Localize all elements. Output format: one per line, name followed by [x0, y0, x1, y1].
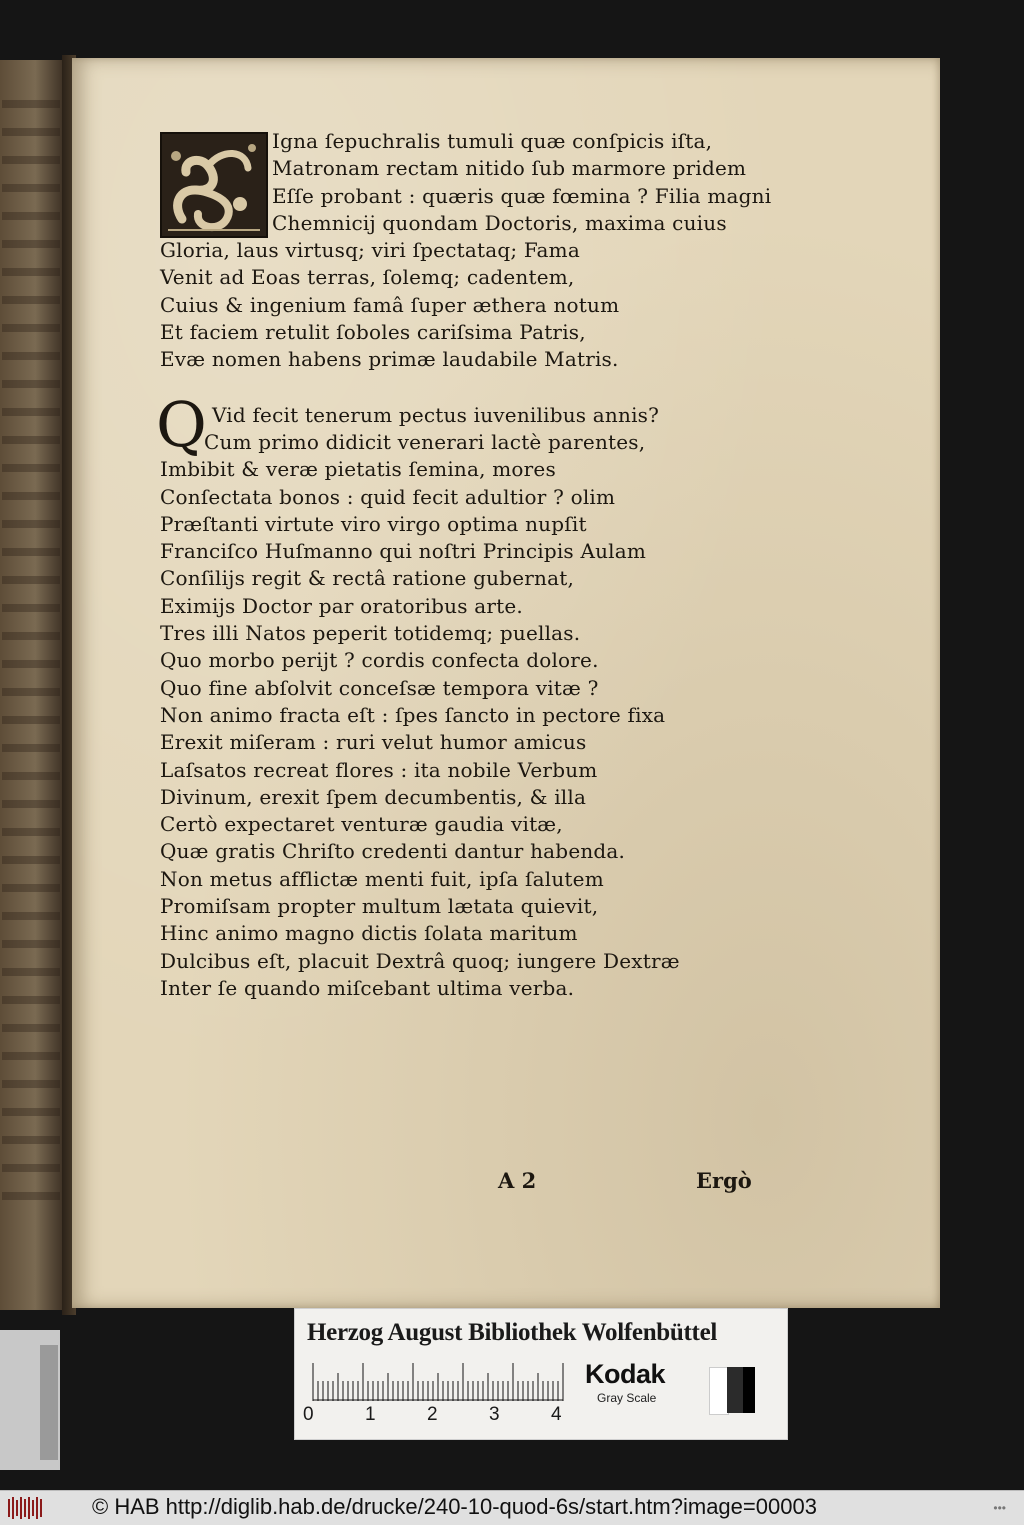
gray-scale-label: Gray Scale — [597, 1391, 657, 1405]
ghost-text-line — [2, 912, 60, 920]
ghost-text-line — [2, 324, 60, 332]
ghost-text-line — [2, 688, 60, 696]
verse-line: Gloria, laus virtusq; viri ſpectataq; Fama — [160, 238, 580, 263]
verse-line: Præſtanti virtute viro virgo optima nupſit — [160, 511, 587, 536]
ruler-number: 2 — [427, 1404, 438, 1425]
ghost-text-line — [2, 940, 60, 948]
copyright-link[interactable]: © HAB http://diglib.hab.de/drucke/240-10-quod-6s/start.htm?image=00003 — [92, 1494, 817, 1519]
catchline — [160, 1168, 840, 1204]
ornamental-initial-s — [160, 132, 268, 238]
verse-line: Eximijs Doctor par oratoribus arte. — [160, 593, 523, 618]
verse-line: Et faciem retulit ſoboles cariſsima Patris, — [160, 320, 586, 345]
gray-swatch — [727, 1367, 743, 1413]
verse-line: Conſilijs regit & rectâ ratione gubernat, — [160, 566, 575, 591]
ghost-text-line — [2, 296, 60, 304]
ruler-scale-icon — [311, 1361, 567, 1401]
ghost-text-line — [2, 492, 60, 500]
verse-line: Conſectata bonos : quid fecit adultior ? olim — [160, 484, 616, 509]
page-text — [156, 128, 840, 1193]
floral-ornament-icon — [162, 134, 266, 236]
verse-line: Tres illi Natos peperit totidemq; puellas. — [160, 621, 581, 646]
verse-line: Cuius & ingenium famâ ſuper æthera notum — [160, 292, 620, 317]
ghost-text-line — [2, 1136, 60, 1144]
ghost-text-line — [2, 268, 60, 276]
verse-line: Imbibit & veræ pietatis ſemina, mores — [160, 457, 556, 482]
institution-label: Herzog August Bibliothek Wolfenbüttel — [307, 1319, 718, 1346]
color-reference-bar — [294, 1308, 788, 1440]
verse-line: Laſsatos recreat flores : ita nobile Verbum — [160, 757, 598, 782]
ghost-text-line — [2, 352, 60, 360]
ghost-text-line — [2, 520, 60, 528]
ghost-text-line — [2, 464, 60, 472]
ghost-text-line — [2, 1108, 60, 1116]
viewer-footer — [0, 1490, 1024, 1525]
initial-q: Q — [156, 387, 207, 461]
ghost-text-line — [2, 996, 60, 1004]
ghost-text-line — [2, 800, 60, 808]
ghost-text-line — [2, 100, 60, 108]
ghost-text-line — [2, 660, 60, 668]
ghost-text-line — [2, 1024, 60, 1032]
verse-line: Evæ nomen habens primæ laudabile Matris. — [160, 347, 619, 372]
black-swatch — [743, 1367, 755, 1413]
ghost-text-line — [2, 240, 60, 248]
ghost-text-line — [2, 1164, 60, 1172]
verse-line: Vid fecit tenerum pectus iuvenilibus annis? — [212, 402, 660, 427]
ghost-text-line — [2, 128, 60, 136]
ghost-text-line — [2, 968, 60, 976]
ghost-text-line — [2, 632, 60, 640]
verse-line: Non metus afflictæ menti fuit, ipſa ſalutem — [160, 866, 604, 891]
ghost-text-line — [2, 744, 60, 752]
verse-line: Igna ſepuchralis tumuli quæ conſpicis iſta, — [272, 129, 713, 153]
verse-line: Erexit miſeram : ruri velut humor amicus — [160, 730, 587, 755]
ghost-text-line — [2, 408, 60, 416]
ghost-text-line — [2, 184, 60, 192]
ghost-text-line — [2, 772, 60, 780]
verse-line: Cum primo didicit venerari lactè parentes, — [204, 429, 646, 454]
ghost-text-line — [2, 1080, 60, 1088]
ghost-text-line — [2, 604, 60, 612]
verse-line: Eſſe probant : quæris quæ fœmina ? Filia magni — [272, 183, 772, 208]
hab-logo-icon — [6, 1495, 48, 1521]
ghost-text-line — [2, 212, 60, 220]
verse-line: Promiſsam propter multum lætata quievit, — [160, 894, 599, 919]
verse-line: Quo fine abſolvit conceſsæ tempora vitæ ? — [160, 675, 599, 700]
left-strip-marker — [40, 1345, 58, 1460]
verse-line: Quo morbo perijt ? cordis confecta dolore. — [160, 648, 599, 673]
white-swatch — [709, 1367, 729, 1415]
verse-line: Chemnicij quondam Doctoris, maxima cuius — [272, 210, 727, 235]
catchword: Ergò — [696, 1168, 752, 1193]
ghost-text-line — [2, 828, 60, 836]
verse-line: Quæ gratis Chriſto credenti dantur habenda. — [160, 839, 626, 864]
ghost-text-line — [2, 436, 60, 444]
verse-line: Non animo fracta eſt : ſpes ſancto in pectore fixa — [160, 702, 666, 727]
verse-line: Dulcibus eſt, placuit Dextrâ quoq; iungere Dextræ — [160, 948, 680, 973]
ruler-numbers — [303, 1404, 583, 1430]
ghost-text-line — [2, 156, 60, 164]
ghost-text-line — [2, 1192, 60, 1200]
ghost-text-line — [2, 548, 60, 556]
ruler-number: 3 — [489, 1404, 500, 1425]
more-options-icon[interactable]: ••• — [993, 1501, 1006, 1515]
verse-line: Certò expectaret venturæ gaudia vitæ, — [160, 812, 563, 837]
ghost-text-line — [2, 576, 60, 584]
verse-line: Franciſco Huſmanno qui noſtri Principis Aulam — [160, 539, 647, 564]
ghost-text-line — [2, 884, 60, 892]
verse-line: Divinum, erexit ſpem decumbentis, & illa — [160, 784, 587, 809]
stanza-two — [156, 387, 840, 1003]
verse-line: Inter ſe quando miſcebant ultima verba. — [160, 975, 575, 1000]
ghost-text-line — [2, 1052, 60, 1060]
verse-line: Venit ad Eoas terras, ſolemq; cadentem, — [160, 265, 575, 290]
ghost-text-line — [2, 856, 60, 864]
verse-line: Matronam rectam nitido ſub marmore pridem — [272, 156, 747, 181]
previous-page-edge — [0, 60, 64, 1310]
ruler-number: 0 — [303, 1404, 314, 1425]
kodak-logo: Kodak — [585, 1359, 666, 1389]
ruler-number: 4 — [551, 1404, 562, 1425]
ghost-text-line — [2, 380, 60, 388]
ruler-number: 1 — [365, 1404, 376, 1425]
verse-line: Hinc animo magno dictis ſolata maritum — [160, 921, 578, 946]
ghost-text-line — [2, 716, 60, 724]
signature-mark: A 2 — [498, 1168, 537, 1193]
